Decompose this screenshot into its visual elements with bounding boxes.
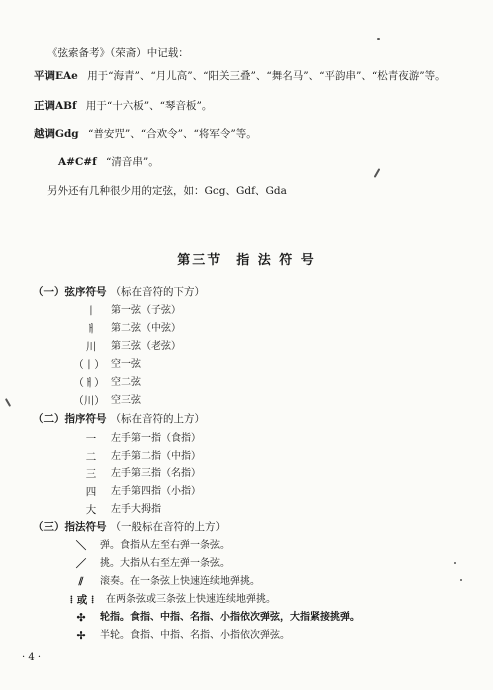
tuning-key: 平调EAe: [34, 70, 78, 82]
intro-line: 《弦索备考》（荣斋）中记载：: [47, 47, 189, 59]
symbol-mark: ⁞ 或 ⁞: [69, 594, 95, 606]
symbol-mark: 大: [85, 504, 97, 516]
tuning-row: [34, 69, 446, 83]
tuning-text: 用于“十六板”、“琴音板”。: [85, 100, 213, 112]
symbol-desc: 空一弦: [111, 359, 141, 370]
scan-speck: [454, 562, 456, 564]
symbol-mark: （川）: [73, 395, 105, 407]
symbol-mark: ㅐ: [85, 323, 97, 335]
group-heading: [33, 520, 226, 534]
symbol-desc: 第三弦（老弦）: [111, 341, 181, 352]
symbol-desc: 空二弦: [111, 377, 141, 388]
symbol-desc: 空三弦: [111, 395, 141, 406]
symbol-mark: ＼: [75, 540, 87, 552]
symbol-mark: 丨: [85, 305, 97, 317]
group-note: （标在音符的下方）: [110, 286, 205, 298]
tuning-text: “清音串”。: [105, 156, 159, 168]
group-note: （标在音符的上方）: [110, 413, 205, 425]
symbol-desc: 半轮。食指、中指、名指、小指依次弹弦。: [100, 630, 290, 641]
page-number: · 4 ·: [22, 652, 42, 663]
tuning-row: [58, 155, 159, 169]
symbol-mark: 三: [85, 468, 97, 480]
group-head: （三）指法符号: [33, 521, 107, 533]
scan-speck: [5, 398, 11, 407]
group-heading: [33, 412, 205, 426]
symbol-mark: ⫽: [78, 576, 84, 588]
symbol-mark: （ㅐ）: [73, 377, 105, 389]
tuning-text: 用于“海青”、“月儿高”、“阳关三叠”、“舞名马”、“平韵串”、“松青夜游”等。: [87, 70, 446, 82]
symbol-desc: 左手第三指（名指）: [111, 468, 201, 479]
symbol-mark: （丨）: [73, 359, 105, 371]
symbol-mark: 二: [85, 451, 97, 463]
symbol-desc: 第二弦（中弦）: [111, 323, 181, 334]
tuning-key: 越调Gdg: [34, 128, 79, 140]
group-head: （一）弦序符号: [33, 286, 107, 298]
symbol-desc: 弹。食指从左至右弹一条弦。: [100, 540, 230, 551]
symbol-mark: 川: [85, 341, 97, 353]
tuning-row: [34, 127, 257, 141]
symbol-desc: 左手大拇指: [111, 504, 161, 515]
tuning-key: 正调ABf: [34, 100, 77, 112]
symbol-desc: 左手第四指（小指）: [111, 486, 201, 497]
symbol-mark: 一: [85, 433, 97, 445]
symbol-desc: 轮指。食指、中指、名指、小指依次弹弦，大指紧接挑弹。: [100, 612, 360, 623]
group-heading: [33, 285, 205, 299]
other-tunings-line: 另外还有几种很少用的定弦，如：Gcg、Gdf、Gda: [47, 185, 287, 197]
symbol-desc: 滚奏。在一条弦上快速连续地弹挑。: [100, 576, 260, 587]
symbol-desc: 左手第二指（中指）: [111, 451, 201, 462]
section-title: [0, 249, 493, 268]
symbol-desc: 左手第一指（食指）: [111, 433, 201, 444]
symbol-mark: 四: [85, 486, 97, 498]
scan-speck: [374, 168, 381, 178]
scan-speck: [377, 38, 380, 40]
symbol-desc: 第一弦（子弦）: [111, 305, 181, 316]
symbol-mark: ✢: [76, 630, 86, 642]
group-note: （一般标在音符的上方）: [110, 521, 226, 533]
tuning-row: [34, 99, 212, 113]
symbol-desc: 在两条弦或三条弦上快速连续地弹挑。: [106, 594, 276, 605]
tuning-text: “普安咒”、“合欢令”、“将军令”等。: [88, 128, 257, 140]
tuning-key: A#C#f: [58, 156, 97, 168]
group-head: （二）指序符号: [33, 413, 107, 425]
section-number: 第三节: [177, 253, 223, 268]
scan-speck: [460, 579, 462, 581]
symbol-desc: 挑。大指从右至左弹一条弦。: [100, 558, 230, 569]
section-name: 指 法 符 号: [236, 253, 316, 268]
symbol-mark: ／: [75, 558, 87, 570]
symbol-mark: ✣: [76, 612, 86, 624]
